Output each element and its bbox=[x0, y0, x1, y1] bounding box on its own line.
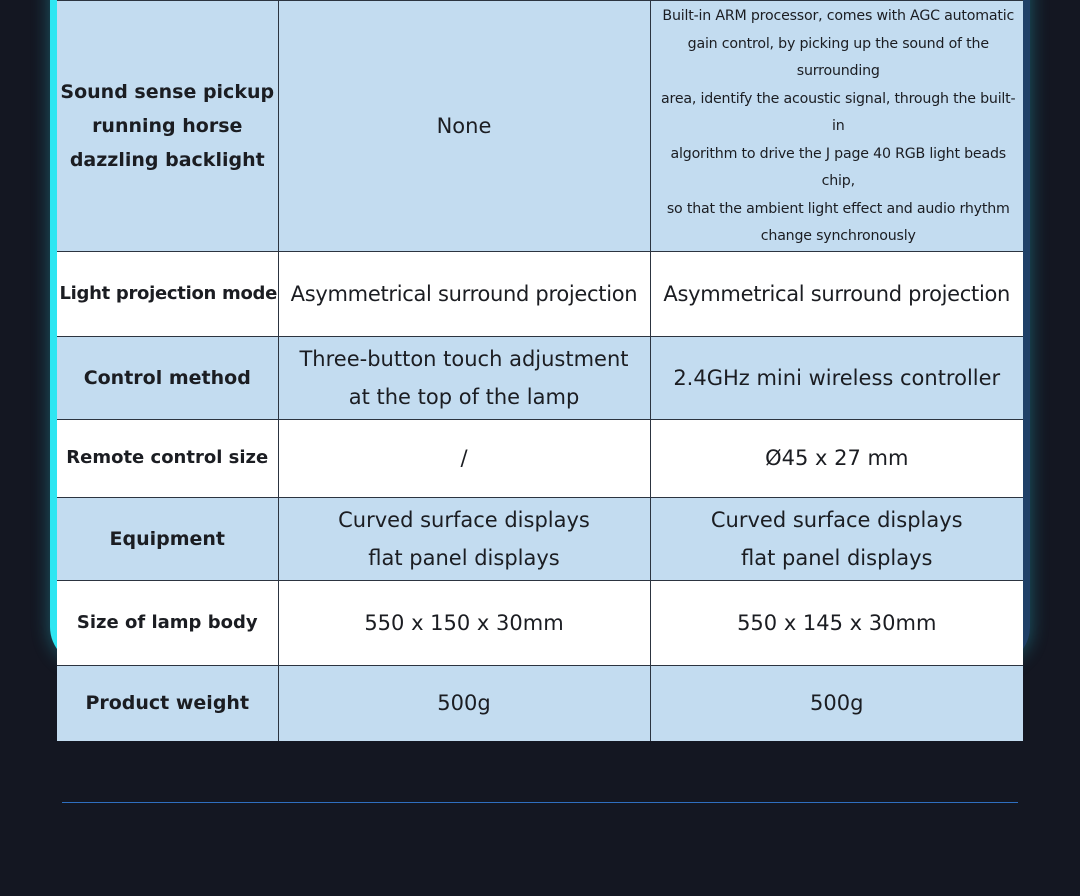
value-line: gain control, by picking up the sound of the surrounding bbox=[687, 35, 989, 79]
spec-value-col1 bbox=[278, 419, 650, 497]
spec-value-col2 bbox=[650, 419, 1023, 497]
value-line: area, identify the acoustic signal, through the built-in bbox=[661, 90, 1016, 134]
spec-table bbox=[57, 0, 1023, 741]
value-line: algorithm to drive the J page 40 RGB light beads chip, bbox=[670, 145, 1006, 189]
row-label bbox=[57, 580, 278, 665]
row-label bbox=[57, 419, 278, 497]
spec-value-col1 bbox=[278, 336, 650, 419]
value-line: / bbox=[460, 446, 468, 470]
table-row bbox=[57, 251, 1023, 336]
value-line: 550 x 145 x 30mm bbox=[737, 610, 937, 635]
table-row bbox=[57, 336, 1023, 419]
spec-table-frame bbox=[50, 0, 1030, 716]
value-line: Curved surface displays bbox=[710, 507, 963, 532]
row-label bbox=[57, 336, 278, 419]
row-label-line: Light projection mode bbox=[59, 282, 278, 304]
value-line: so that the ambient light effect and audio rhythm bbox=[666, 200, 1010, 217]
row-label bbox=[57, 497, 278, 580]
value-line: Asymmetrical surround projection bbox=[290, 281, 638, 306]
spec-value-col1 bbox=[278, 497, 650, 580]
table-row bbox=[57, 419, 1023, 497]
value-line: Asymmetrical surround projection bbox=[663, 281, 1011, 306]
spec-value-col2 bbox=[650, 580, 1023, 665]
value-line: Built-in ARM processor, comes with AGC automatic bbox=[662, 8, 1015, 24]
spec-value-col1 bbox=[278, 251, 650, 336]
row-label-line: running horse bbox=[92, 114, 243, 137]
table-row bbox=[57, 497, 1023, 580]
value-line: 500g bbox=[437, 691, 491, 716]
row-label bbox=[57, 251, 278, 336]
spec-value-col2 bbox=[650, 665, 1023, 741]
value-line: change synchronously bbox=[760, 228, 916, 244]
row-label bbox=[57, 665, 278, 741]
spec-value-col1 bbox=[278, 580, 650, 665]
spec-value-col1 bbox=[278, 1, 650, 252]
value-line: 2.4GHz mini wireless controller bbox=[673, 365, 1001, 390]
table-row bbox=[57, 1, 1023, 252]
spec-value-col2 bbox=[650, 336, 1023, 419]
row-label-line: Size of lamp body bbox=[76, 611, 258, 633]
table-row bbox=[57, 665, 1023, 741]
spec-value-col2 bbox=[650, 1, 1023, 252]
value-line: Curved surface displays bbox=[338, 507, 590, 532]
value-line: flat panel displays bbox=[368, 545, 560, 570]
row-label-line: Control method bbox=[83, 366, 251, 389]
row-label-line: Sound sense pickup bbox=[60, 80, 275, 103]
value-line: flat panel displays bbox=[741, 545, 933, 570]
row-label-line: Equipment bbox=[109, 527, 225, 550]
spec-value-col2 bbox=[650, 251, 1023, 336]
value-line: 550 x 150 x 30mm bbox=[364, 610, 564, 635]
value-line: Three-button touch adjustment bbox=[299, 346, 629, 371]
row-label bbox=[57, 1, 278, 252]
section-divider bbox=[62, 802, 1018, 803]
value-line: Ø45 x 27 mm bbox=[765, 446, 909, 470]
spec-value-col1 bbox=[278, 665, 650, 741]
value-line: None bbox=[436, 113, 492, 138]
row-label-line: dazzling backlight bbox=[69, 148, 265, 171]
value-line: 500g bbox=[810, 691, 864, 716]
row-label-line: Remote control size bbox=[66, 447, 269, 468]
row-label-line: Product weight bbox=[85, 692, 250, 715]
table-row bbox=[57, 580, 1023, 665]
value-line: at the top of the lamp bbox=[348, 384, 580, 409]
spec-value-col2 bbox=[650, 497, 1023, 580]
spec-table-panel bbox=[57, 0, 1023, 716]
